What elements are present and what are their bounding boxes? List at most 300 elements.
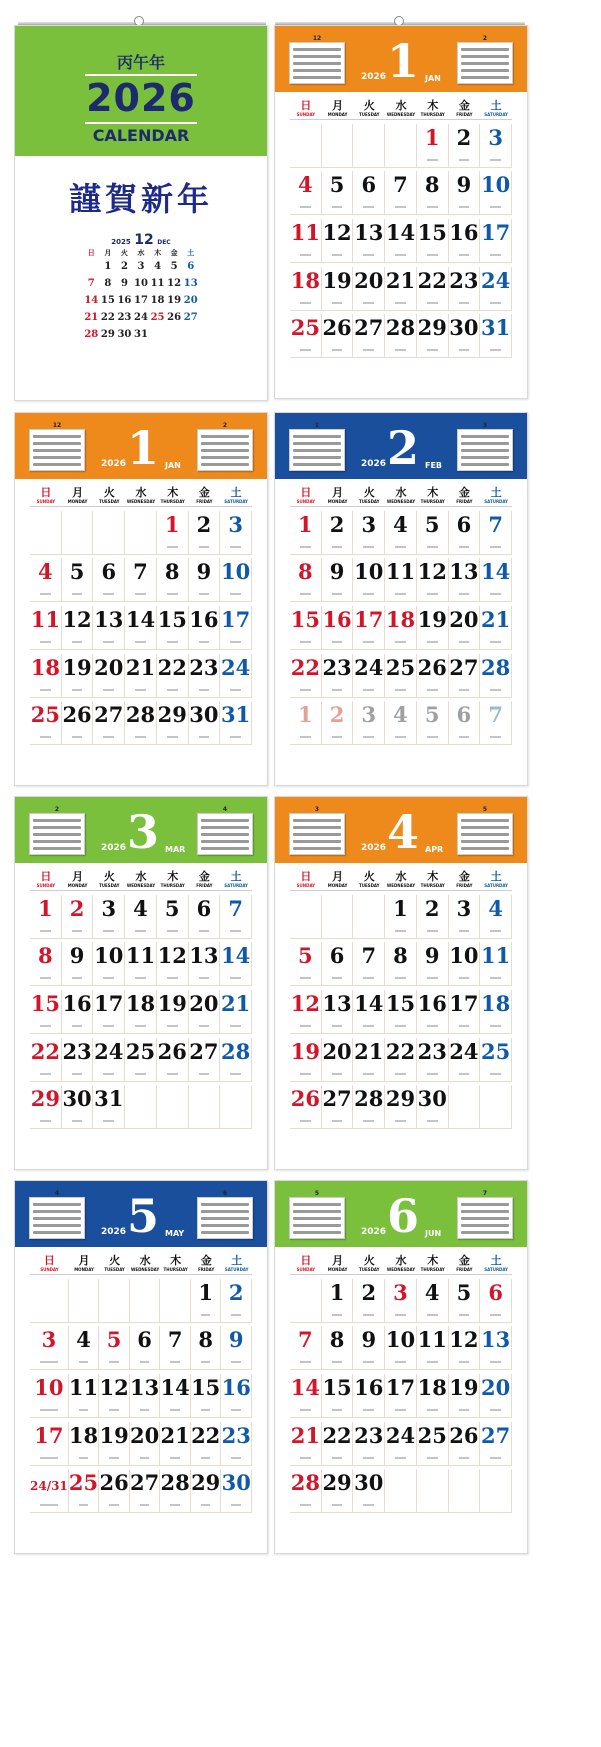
weekday-en: TUESDAY [99,499,120,504]
mini-row-bar [33,833,81,836]
day-number: 23 [417,1038,447,1064]
weekday-en: SATURDAY [224,883,248,888]
day-number: 4 [393,511,408,537]
day-number: 9 [196,559,212,585]
lunar-note [395,977,406,979]
lunar-note [332,1504,343,1506]
day-number: 3 [393,1279,408,1305]
weekday-en: TUESDAY [359,499,380,504]
day-cell [93,1085,125,1129]
prev-month-mini [29,1190,85,1239]
day-cell [353,701,385,745]
day-cell [417,895,449,939]
month-number: 1 [387,34,420,88]
lunar-note [490,254,501,256]
mini-day: 31 [134,329,148,340]
day-cell [322,1422,354,1466]
mini-day: 11 [150,278,165,289]
day-number: 3 [456,895,472,921]
empty-cell [385,124,417,168]
day-number: 8 [164,559,180,585]
day-cell [449,1279,481,1323]
month-sheet-jan-a [274,25,528,399]
lunar-note [199,641,210,643]
lunar-note [459,977,470,979]
empty-cell [449,1085,481,1129]
day-number: 1 [198,1279,213,1305]
day-number: 6 [488,1279,503,1305]
day-cell [353,942,385,986]
weekday-kanji: 木 [427,870,439,883]
empty-cell [30,1279,69,1323]
lunar-note [231,1409,241,1411]
weekday-kanji: 金 [198,486,210,499]
day-cell [480,267,512,311]
weekday-kanji: 水 [395,1254,407,1267]
weekday-header [130,1253,161,1275]
lunar-note [427,641,438,643]
day-cell [220,511,252,555]
month-name: JUN [425,1229,442,1238]
lunar-note [40,689,51,691]
day-cell [417,942,449,986]
mini-day: 28 [84,329,99,340]
day-cell [385,895,417,939]
next-month-number: 5 [482,806,488,813]
weekday-en: SUNDAY [296,883,316,888]
day-number: 5 [424,511,440,537]
mini-day: 5 [170,261,178,272]
day-cell [290,558,322,602]
day-number: 23 [322,654,352,680]
weekday-kanji: 木 [427,486,439,499]
lunar-note [135,593,146,595]
empty-cell [160,1279,191,1323]
day-number: 16 [322,606,352,632]
day-cell [69,1469,100,1513]
empty-cell [62,511,94,555]
mini-row-bar [293,847,341,850]
day-number: 19 [322,267,352,293]
weekday-en: MONDAY [67,499,88,504]
day-number: 13 [322,990,352,1016]
mini-day: 3 [137,261,145,272]
day-number: 28 [385,315,416,341]
lunar-note [199,930,210,932]
day-cell [353,558,385,602]
day-cell [353,171,385,215]
lunar-note [490,930,501,932]
day-cell [322,314,354,358]
lunar-note [230,546,241,548]
mini-cal-month: 12 [134,232,154,248]
lunar-note [135,689,146,691]
day-cell [191,1469,222,1513]
day-number: 1 [393,895,408,921]
lunar-note [490,349,501,351]
day-number: 28 [481,654,511,680]
day-number: 9 [228,1327,244,1353]
day-number: 31 [481,315,511,341]
empty-cell [353,124,385,168]
day-cell [385,1279,417,1323]
day-number: 21 [290,1422,320,1448]
mini-row-bar [461,1224,509,1227]
day-number: 2 [228,1279,244,1305]
day-cell [93,558,125,602]
lunar-note [231,1504,241,1506]
day-cell [290,1038,322,1082]
lunar-note [395,254,406,256]
day-number: 26 [449,1422,479,1448]
day-cell [125,1038,157,1082]
next-month-number: 2 [222,422,228,429]
day-cell [385,1374,417,1418]
day-number: 25 [30,702,60,728]
day-number: 8 [38,943,53,969]
day-cell [322,606,354,650]
lunar-note [363,1120,374,1122]
day-number: 16 [417,990,447,1016]
weekday-en: WEDNESDAY [126,499,156,504]
weekday-en: FRIDAY [456,883,473,888]
day-number: 10 [449,943,479,969]
lunar-note [395,1120,406,1122]
lunar-note [300,254,311,256]
month-year: 2026 [361,459,387,469]
prev-month-mini [289,422,345,471]
day-cell [157,606,189,650]
day-cell [125,558,157,602]
month-year: 2026 [101,459,127,469]
weekday-header [385,1253,417,1275]
weekday-en: SATURDAY [484,499,508,504]
lunar-note [363,1361,374,1363]
mini-weekday: 火 [120,248,128,257]
day-cell [480,990,512,1034]
lunar-note [167,593,178,595]
weekday-en: FRIDAY [456,1267,473,1272]
weekday-kanji: 水 [139,1254,151,1267]
lunar-note [103,736,114,738]
day-cell [353,1422,385,1466]
day-cell [157,701,189,745]
day-cell [449,895,481,939]
weekday-kanji: 水 [395,870,407,883]
day-number: 26 [417,654,447,680]
day-cell [322,1374,354,1418]
empty-cell [480,1085,512,1129]
empty-cell [290,124,322,168]
day-cell [290,267,322,311]
prev-month-number: 5 [314,1190,320,1197]
empty-cell [157,1085,189,1129]
lunar-note [140,1457,150,1459]
day-cell [353,606,385,650]
weekday-kanji: 月 [332,1254,344,1267]
lunar-note [459,930,470,932]
lunar-note [135,930,146,932]
prev-month-mini [29,806,85,855]
day-number: 1 [164,511,180,537]
day-number: 19 [157,990,187,1016]
empty-cell [322,124,354,168]
weekday-en: TUESDAY [359,883,380,888]
day-number: 2 [69,895,85,921]
weekday-en: SUNDAY [36,499,56,504]
lunar-note [40,1073,51,1075]
day-number: 10 [354,559,384,585]
lunar-note [140,1504,150,1506]
day-cell [322,219,354,263]
day-number: 16 [62,990,92,1016]
mini-row-bar [201,819,249,822]
day-cell [30,1422,69,1466]
month-grid [30,869,252,1133]
day-number: 24 [94,1038,124,1064]
lunar-note [230,1025,241,1027]
lunar-note [395,302,406,304]
month-grid [30,1253,252,1517]
lunar-note [459,206,470,208]
day-number: 9 [361,1327,377,1353]
day-cell [385,171,417,215]
mini-row-bar [293,48,341,51]
mini-row-bar [201,1210,249,1213]
month-name: MAY [165,1229,185,1238]
lunar-note [459,1457,470,1459]
mini-day: 30 [117,329,132,340]
day-number: 27 [94,702,124,728]
weekday-kanji: 金 [200,1254,212,1267]
month-header [275,797,527,863]
lunar-note [230,641,241,643]
weekday-header [189,869,221,891]
prev-month-mini [29,422,85,471]
month-name: FEB [425,461,443,470]
day-cell [221,1422,252,1466]
weekday-en: SUNDAY [296,499,316,504]
lunar-note [363,1314,374,1316]
day-cell [62,1085,94,1129]
mini-row-bar [33,826,81,829]
weekday-header [322,485,354,507]
weekday-header [125,869,157,891]
lunar-note [135,1025,146,1027]
empty-cell [290,895,322,939]
mini-row-bar [461,826,509,829]
month-name: APR [425,845,444,854]
day-cell [220,942,252,986]
weekday-kanji: 金 [458,486,470,499]
day-cell [449,171,481,215]
mini-row-bar [33,1210,81,1213]
weekday-header [220,485,252,507]
day-number: 8 [198,1327,213,1353]
month-number: 3 [127,805,160,859]
day-cell [290,1469,322,1513]
lunar-note [135,641,146,643]
day-number: 15 [417,219,447,245]
day-cell [99,1326,130,1370]
day-number: 9 [329,559,345,585]
day-number: 13 [189,943,219,969]
mini-day [182,326,199,343]
month-name: JAN [425,74,441,83]
day-cell [220,606,252,650]
day-cell [449,701,481,745]
day-cell [290,1422,322,1466]
day-number: 7 [488,702,503,728]
empty-cell [385,1469,417,1513]
day-number: 31 [94,1086,124,1112]
lunar-note [363,736,374,738]
day-number: 30 [354,1470,384,1496]
day-cell [417,314,449,358]
lunar-note [459,736,470,738]
weekday-en: TUESDAY [104,1267,125,1272]
day-cell [290,1374,322,1418]
day-number: 18 [290,267,320,293]
day-number: 14 [160,1374,190,1400]
mini-row-bar [293,1210,341,1213]
weekday-en: FRIDAY [456,499,473,504]
next-month-mini [197,1190,253,1239]
prev-month-mini [289,806,345,855]
weekday-en: MONDAY [327,112,348,117]
day-number: 16 [189,606,219,632]
lunar-note [395,930,406,932]
lunar-note [427,930,438,932]
day-number: 14 [385,219,416,245]
lunar-note [332,1457,343,1459]
day-cell [449,942,481,986]
day-number: 4 [76,1327,91,1353]
day-cell [30,1038,62,1082]
lunar-note [395,546,406,548]
day-cell [99,1374,130,1418]
day-cell [449,654,481,698]
day-number: 17 [94,990,124,1016]
lunar-note [170,1457,180,1459]
day-number: 4 [38,559,53,585]
lunar-note [167,736,178,738]
lunar-note [363,254,374,256]
weekday-header [480,98,512,120]
day-number: 25 [68,1470,99,1496]
weekday-header [30,485,62,507]
lunar-note [79,1409,89,1411]
day-number: 17 [354,606,384,632]
day-cell [125,654,157,698]
day-cell [125,990,157,1034]
prev-month-number: 4 [54,1190,60,1197]
day-cell [290,511,322,555]
lunar-note [103,689,114,691]
lunar-note [199,1025,210,1027]
lunar-note [135,1073,146,1075]
day-cell [322,1326,354,1370]
weekday-en: SUNDAY [40,1267,59,1272]
lunar-note [79,1361,89,1363]
mini-row-bar [461,55,509,58]
month-year: 2026 [101,1227,127,1237]
day-cell [417,1279,449,1323]
day-number: 10 [94,943,124,969]
weekday-kanji: 木 [427,99,439,112]
month-number: 6 [387,1189,420,1243]
mini-row-bar [461,1203,509,1206]
day-number: 21 [354,1038,384,1064]
lunar-note [363,593,374,595]
empty-cell [290,1279,322,1323]
weekday-en: MONDAY [67,883,88,888]
day-number: 22 [30,1038,60,1064]
weekday-en: TUESDAY [359,112,380,117]
cover-sheet [14,25,268,401]
day-number: 17 [385,1374,416,1400]
mini-cal-title [83,232,199,248]
day-number: 10 [34,1374,64,1400]
lunar-note [109,1457,119,1459]
weekday-kanji: 土 [490,1254,502,1267]
weekday-kanji: 木 [427,1254,439,1267]
day-cell [385,1085,417,1129]
lunar-note [490,206,501,208]
day-cell [322,171,354,215]
mini-weekday: 木 [154,248,162,257]
day-cell [417,1422,449,1466]
day-cell [130,1422,161,1466]
mini-weekday: 土 [187,248,195,257]
day-number: 2 [196,511,212,537]
next-month-number: 7 [482,1190,488,1197]
weekday-header [417,98,449,120]
day-number: 15 [191,1374,221,1400]
mini-row-bar [201,826,249,829]
day-number: 2 [361,1279,377,1305]
day-number: 7 [298,1327,313,1353]
day-number: 29 [157,702,187,728]
day-number: 18 [481,990,511,1016]
lunar-note [427,1409,438,1411]
mini-row-bar [201,1231,249,1234]
weekday-en: TUESDAY [99,883,120,888]
day-number: 28 [160,1470,190,1496]
day-cell [93,990,125,1034]
lunar-note [72,1025,83,1027]
lunar-note [332,1314,343,1316]
day-cell [30,1085,62,1129]
lunar-note [363,1073,374,1075]
mini-row-bar [201,1203,249,1206]
day-cell [221,1374,252,1418]
day-cell [353,1374,385,1418]
day-number: 29 [322,1470,352,1496]
month-number: 4 [387,805,420,859]
day-cell [62,558,94,602]
day-cell [157,990,189,1034]
mini-row-bar [461,1210,509,1213]
lunar-note [427,546,438,548]
day-cell [480,511,512,555]
lunar-note [72,689,83,691]
lunar-note [103,1120,114,1122]
weekday-en: WEDNESDAY [386,499,416,504]
day-cell [385,511,417,555]
prev-month-number: 2 [54,806,60,813]
mini-row-bar [293,826,341,829]
